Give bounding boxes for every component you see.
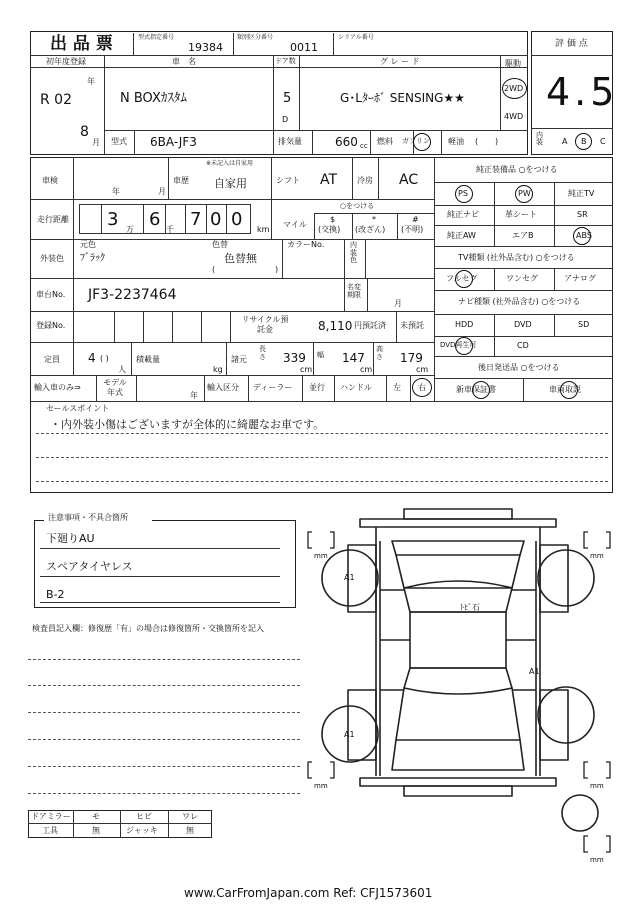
doors-label: ドア数 — [275, 57, 296, 65]
mileage-d2: 6 — [149, 209, 161, 230]
tv-analog: アナログ — [564, 274, 596, 283]
chassis-no: JF3-2237464 — [88, 287, 177, 303]
first-reg-label: 初年度登録 — [46, 57, 86, 66]
door-mirror-label: ドアミラー — [31, 812, 71, 821]
wheel-front-right — [538, 550, 594, 606]
katashiki-label: 型式 — [111, 137, 127, 146]
import-label: 輸入車のみ⇒ — [34, 383, 81, 392]
grade-label: グ レ ー ド — [380, 57, 420, 66]
month-unit: 月 — [92, 138, 100, 147]
damage-a1-body: A1 — [529, 667, 540, 676]
equip-abs: ABS — [576, 231, 592, 240]
front-bumper — [404, 509, 512, 519]
bracket-fr — [584, 532, 610, 548]
note-1: 下廻りAU — [46, 532, 95, 545]
cc-unit: cc — [360, 142, 368, 150]
sales-label: セールスポイント — [46, 404, 110, 413]
recycle-label: リサイクル預託金 — [241, 315, 289, 334]
model-no-label: 型式指定番号 — [138, 34, 175, 41]
exchange: (交換) — [318, 225, 341, 234]
car-name: N BOXｶｽﾀﾑ — [120, 91, 187, 106]
equip-std-navi: 純正ナビ — [447, 210, 479, 219]
right: 右 — [418, 383, 426, 392]
dealer: ディーラー — [253, 383, 293, 392]
shaken-note: ※未記入は自家用 — [206, 160, 254, 167]
left: 左 — [393, 383, 401, 392]
tv-title: TV種類 (社外品含む) ○をつける — [458, 253, 575, 262]
width: 147 — [342, 351, 365, 365]
equip-leather: 革シート — [505, 210, 537, 219]
exterior-label: 外装色 — [40, 254, 64, 263]
tv-oneseg: ワンセグ — [506, 274, 538, 283]
wo-tsukeru: ○をつける — [340, 202, 375, 210]
handle-label: ハンドル — [340, 383, 372, 392]
fuel-label: 燃料 — [377, 137, 393, 146]
class-no-label: 類別区分番号 — [237, 34, 274, 41]
fuel-diesel: 軽油 — [448, 137, 464, 146]
mm-fr: mm — [590, 552, 604, 560]
ac: AC — [399, 172, 419, 188]
bracket-spare — [584, 836, 610, 852]
usage: 自家用 — [214, 177, 247, 190]
mile-label: マイル — [283, 220, 307, 229]
jack-value: 無 — [186, 826, 194, 835]
equip-std-aw: 純正AW — [447, 231, 476, 240]
drive-4wd: 4WD — [504, 112, 524, 121]
sheet-title: 出 品 票 — [50, 34, 113, 54]
mileage-d1: 3 — [107, 209, 119, 230]
footer-ref: www.CarFromJapan.com Ref: CFJ1573601 — [184, 886, 433, 900]
unknown: (不明) — [401, 225, 424, 234]
mm-rl: mm — [314, 782, 328, 790]
displacement-label: 排気量 — [278, 137, 302, 146]
usage-label: 車歴 — [173, 176, 189, 185]
orig-color: ﾌﾞﾗｯｸ — [80, 253, 105, 264]
later-title: 後日発送品 ○をつける — [478, 363, 560, 372]
spare-tire — [562, 795, 598, 831]
roof — [410, 612, 506, 668]
katashiki: 6BA-JF3 — [150, 135, 197, 149]
note-3: B-2 — [46, 588, 65, 601]
mileage-d5: 0 — [231, 209, 243, 230]
tamper: (改ざん) — [355, 225, 386, 234]
period-label: 名変期限 — [347, 283, 361, 300]
later-warranty: 新車保証書 — [456, 385, 496, 394]
repaint: 色替無 — [224, 252, 257, 265]
first-reg-month: 8 — [80, 124, 89, 140]
tv-fullseg: フルセグ — [446, 274, 478, 283]
dims-label: 諸元 — [231, 355, 247, 364]
serial-label: シリアル番号 — [338, 34, 374, 41]
rear-bumper — [360, 778, 556, 786]
reg-no-label: 登録No. — [36, 321, 66, 330]
ware-label: ワレ — [182, 812, 198, 821]
load-label: 積載量 — [136, 355, 160, 364]
interior-c: C — [600, 137, 606, 146]
shaken-label: 車検 — [42, 176, 58, 185]
fuel-gas: ガソリン — [402, 137, 430, 145]
score-value: 4.5 — [546, 70, 619, 114]
length: 339 — [283, 351, 306, 365]
equip-std-tv: 純正TV — [568, 189, 595, 198]
doors: 5 — [283, 91, 292, 106]
std-equip-title: 純正装備品 ○をつける — [476, 165, 558, 174]
capacity: 4 — [88, 351, 96, 365]
ac-label: 冷房 — [357, 176, 373, 185]
later-manual: 車両取説 — [549, 385, 581, 394]
navi-title: ナビ種類 (社外品含む) ○をつける — [458, 297, 581, 306]
bracket-fl — [308, 532, 334, 548]
door-type: D — [282, 115, 289, 124]
bracket-rl — [308, 762, 334, 778]
equip-sr: SR — [577, 210, 588, 219]
recycle-unpaid: 未預託 — [400, 321, 424, 330]
damage-roof-stone: ﾄﾋﾞ石 — [460, 603, 480, 612]
bracket-rr — [584, 762, 610, 778]
drive-2wd: 2WD — [504, 84, 524, 93]
year-unit: 年 — [87, 77, 95, 86]
equip-ps: PS — [458, 189, 468, 198]
wheel-rear-right — [538, 687, 594, 743]
kougu-label: 工具 — [42, 826, 58, 835]
navi-dvd: DVD — [514, 320, 532, 329]
mileage-d4: 0 — [210, 209, 222, 230]
first-reg-era: R 02 — [40, 92, 72, 108]
mm-spare: mm — [590, 856, 604, 864]
model-no: 19384 — [188, 41, 223, 54]
model-year-label: モデル年式 — [103, 378, 127, 397]
mm-fl: mm — [314, 552, 328, 560]
height: 179 — [400, 351, 423, 365]
interior-a: A — [562, 137, 568, 146]
kougu-value: 無 — [92, 826, 100, 835]
capacity-label: 定員 — [44, 355, 60, 364]
interior-label: 内装 — [536, 131, 543, 146]
recycle-amount: 8,110 — [318, 319, 353, 333]
interior-b: B — [581, 137, 587, 146]
navi-dvd-play: DVD再生可 — [440, 341, 477, 349]
class-no: 0011 — [290, 41, 318, 54]
mm-rr: mm — [590, 782, 604, 790]
mileage-label: 走行距離 — [37, 215, 69, 224]
equip-airbag: エアB — [512, 231, 534, 240]
drive-label: 駆動 — [505, 59, 521, 68]
recycle-paid: 円預託済 — [354, 321, 386, 330]
grade: G･Lﾀｰﾎﾞ SENSING★★ — [340, 91, 465, 105]
hibi-label: ヒビ — [136, 812, 152, 821]
shift-label: シフト — [276, 176, 300, 185]
car-name-label: 車 名 — [172, 57, 196, 66]
import-class-label: 輸入区分 — [207, 383, 239, 392]
sales-text: ・内外装小傷はございますが全体的に綺麗なお車です。 — [50, 418, 325, 431]
notes-label: 注意事項・不具合箇所 — [48, 513, 128, 522]
shift: AT — [320, 172, 338, 188]
jack-label: ジャッキ — [126, 826, 158, 835]
navi-cd: CD — [517, 341, 529, 350]
damage-a1-front-left: A1 — [344, 573, 355, 582]
score-label: 評 価 点 — [555, 39, 588, 49]
equip-pw: PW — [518, 189, 531, 198]
parallel: 並行 — [309, 383, 325, 392]
navi-sd: SD — [578, 320, 590, 329]
mileage-d3: 7 — [190, 209, 202, 230]
note-2: スペアタイヤレス — [46, 560, 133, 573]
color-no-label: カラーNo. — [287, 240, 325, 249]
int-color-label: 内装色 — [350, 241, 357, 265]
displacement: 660 — [335, 135, 358, 149]
chassis-label: 車台No. — [36, 290, 66, 299]
damage-a1-rear-left: A1 — [344, 730, 355, 739]
navi-hdd: HDD — [455, 320, 474, 329]
door-mirror-value: モ — [92, 812, 100, 821]
inspector-label: 検査員記入欄：修復歴「有」の場合は修復箇所・交換箇所を記入 — [32, 624, 264, 633]
